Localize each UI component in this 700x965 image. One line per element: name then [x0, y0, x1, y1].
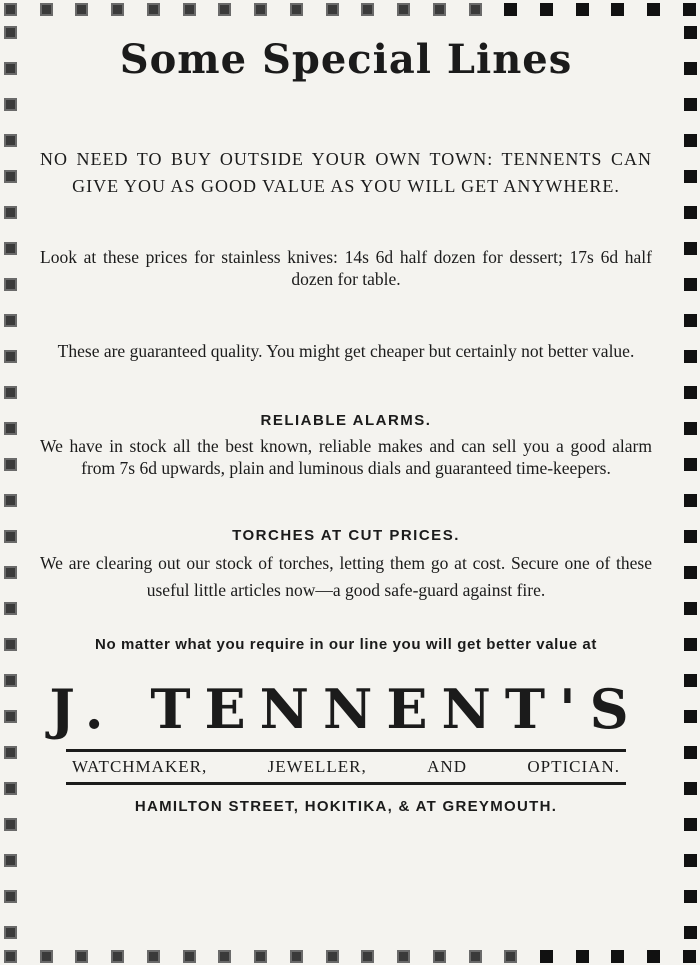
border-tile [684, 242, 697, 255]
border-tile [684, 62, 697, 75]
border-tile [4, 746, 17, 759]
border-tile [469, 950, 482, 963]
border-tile [684, 422, 697, 435]
border-tile [433, 3, 446, 16]
border-tile [504, 3, 517, 16]
border-tile [4, 494, 17, 507]
border-tile [147, 3, 160, 16]
border-tile [684, 206, 697, 219]
border-tile [684, 458, 697, 471]
border-tile [4, 26, 17, 39]
border-right [680, 0, 700, 965]
border-tile [183, 950, 196, 963]
border-tile [4, 458, 17, 471]
border-tile [40, 3, 53, 16]
knives-paragraph: Look at these prices for stainless knives: 14s 6d half dozen for dessert; 17s 6d half dozen for table. [40, 247, 652, 289]
border-tile [4, 782, 17, 795]
border-tile [576, 3, 589, 16]
border-tile [254, 950, 267, 963]
border-tile [111, 950, 124, 963]
border-tile [684, 926, 697, 939]
border-tile [611, 3, 624, 16]
border-tile [4, 854, 17, 867]
alarms-paragraph: We have in stock all the best known, reliable makes and can sell you a good alarm from 7s 6d upwards, plain and luminous dials and guaranteed time-keepers. [40, 436, 652, 478]
border-tile [647, 950, 660, 963]
advertisement [40, 26, 652, 926]
border-tile [684, 386, 697, 399]
border-tile [290, 950, 303, 963]
border-tile [684, 566, 697, 579]
alarms-heading: RELIABLE ALARMS. [260, 412, 432, 429]
border-top [0, 0, 700, 18]
border-tile [684, 818, 697, 831]
border-tile [290, 3, 303, 16]
border-bottom [0, 947, 700, 965]
border-tile [397, 950, 410, 963]
border-tile [361, 950, 374, 963]
brand-name: J. TENNENT'S [49, 677, 643, 741]
border-tile [326, 3, 339, 16]
occupation-watchmaker: WATCHMAKER, [72, 757, 208, 776]
border-tile [684, 854, 697, 867]
border-tile [4, 242, 17, 255]
occupation-optician: OPTICIAN. [527, 757, 620, 776]
border-tile [4, 818, 17, 831]
border-tile [4, 890, 17, 903]
occupation-line [72, 752, 620, 782]
border-tile [4, 134, 17, 147]
border-tile [684, 26, 697, 39]
rule-bottom [66, 782, 626, 785]
closing-line: No matter what you require in our line you will get better value at [95, 636, 597, 653]
border-tile [504, 950, 517, 963]
border-tile [4, 530, 17, 543]
border-tile [684, 782, 697, 795]
border-tile [4, 206, 17, 219]
intro-paragraph: NO NEED TO BUY OUTSIDE YOUR OWN TOWN: TENNENTS CAN GIVE YOU AS GOOD VALUE AS YOU WILL GET ANYWHERE. [40, 149, 652, 196]
border-tile [147, 950, 160, 963]
occupation-and: AND [427, 757, 467, 776]
border-tile [218, 950, 231, 963]
border-tile [4, 638, 17, 651]
quality-paragraph: These are guaranteed quality. You might get cheaper but certainly not better value. [57, 341, 635, 361]
border-tile [4, 926, 17, 939]
border-tile [684, 350, 697, 363]
border-left [0, 0, 20, 965]
border-tile [218, 3, 231, 16]
border-tile [684, 134, 697, 147]
border-tile [684, 494, 697, 507]
ad-title: Some Special Lines [119, 36, 573, 83]
border-tile [40, 950, 53, 963]
border-tile [684, 746, 697, 759]
border-tile [684, 710, 697, 723]
border-tile [111, 3, 124, 16]
torches-section [40, 527, 652, 604]
border-tile [4, 674, 17, 687]
border-tile [684, 278, 697, 291]
border-tile [4, 422, 17, 435]
border-tile [4, 170, 17, 183]
border-tile [469, 3, 482, 16]
border-tile [647, 3, 660, 16]
border-tile [684, 170, 697, 183]
border-tile [684, 314, 697, 327]
border-tile [4, 350, 17, 363]
alarms-section [40, 412, 652, 479]
border-tile [540, 950, 553, 963]
torches-paragraph: We are clearing out our stock of torches, letting them go at cost. Secure one of these useful little articles now—a good safe-guard against fire. [40, 553, 652, 600]
border-tile [684, 674, 697, 687]
border-tile [4, 98, 17, 111]
border-tile [361, 3, 374, 16]
border-tile [4, 710, 17, 723]
border-tile [75, 3, 88, 16]
border-tile [4, 566, 17, 579]
border-tile [433, 950, 446, 963]
torches-heading: TORCHES AT CUT PRICES. [232, 527, 460, 544]
border-tile [75, 950, 88, 963]
border-tile [684, 890, 697, 903]
border-tile [684, 602, 697, 615]
border-tile [684, 530, 697, 543]
border-tile [326, 950, 339, 963]
border-tile [684, 638, 697, 651]
border-tile [4, 314, 17, 327]
border-tile [4, 62, 17, 75]
border-tile [4, 386, 17, 399]
border-tile [611, 950, 624, 963]
border-tile [540, 3, 553, 16]
address-line: HAMILTON STREET, HOKITIKA, & AT GREYMOUTH. [134, 798, 558, 815]
occupation-jeweller: JEWELLER, [267, 757, 367, 776]
border-tile [254, 3, 267, 16]
border-tile [4, 278, 17, 291]
border-tile [576, 950, 589, 963]
border-tile [183, 3, 196, 16]
border-tile [4, 602, 17, 615]
border-tile [684, 98, 697, 111]
border-tile [397, 3, 410, 16]
signature-block [40, 679, 652, 821]
